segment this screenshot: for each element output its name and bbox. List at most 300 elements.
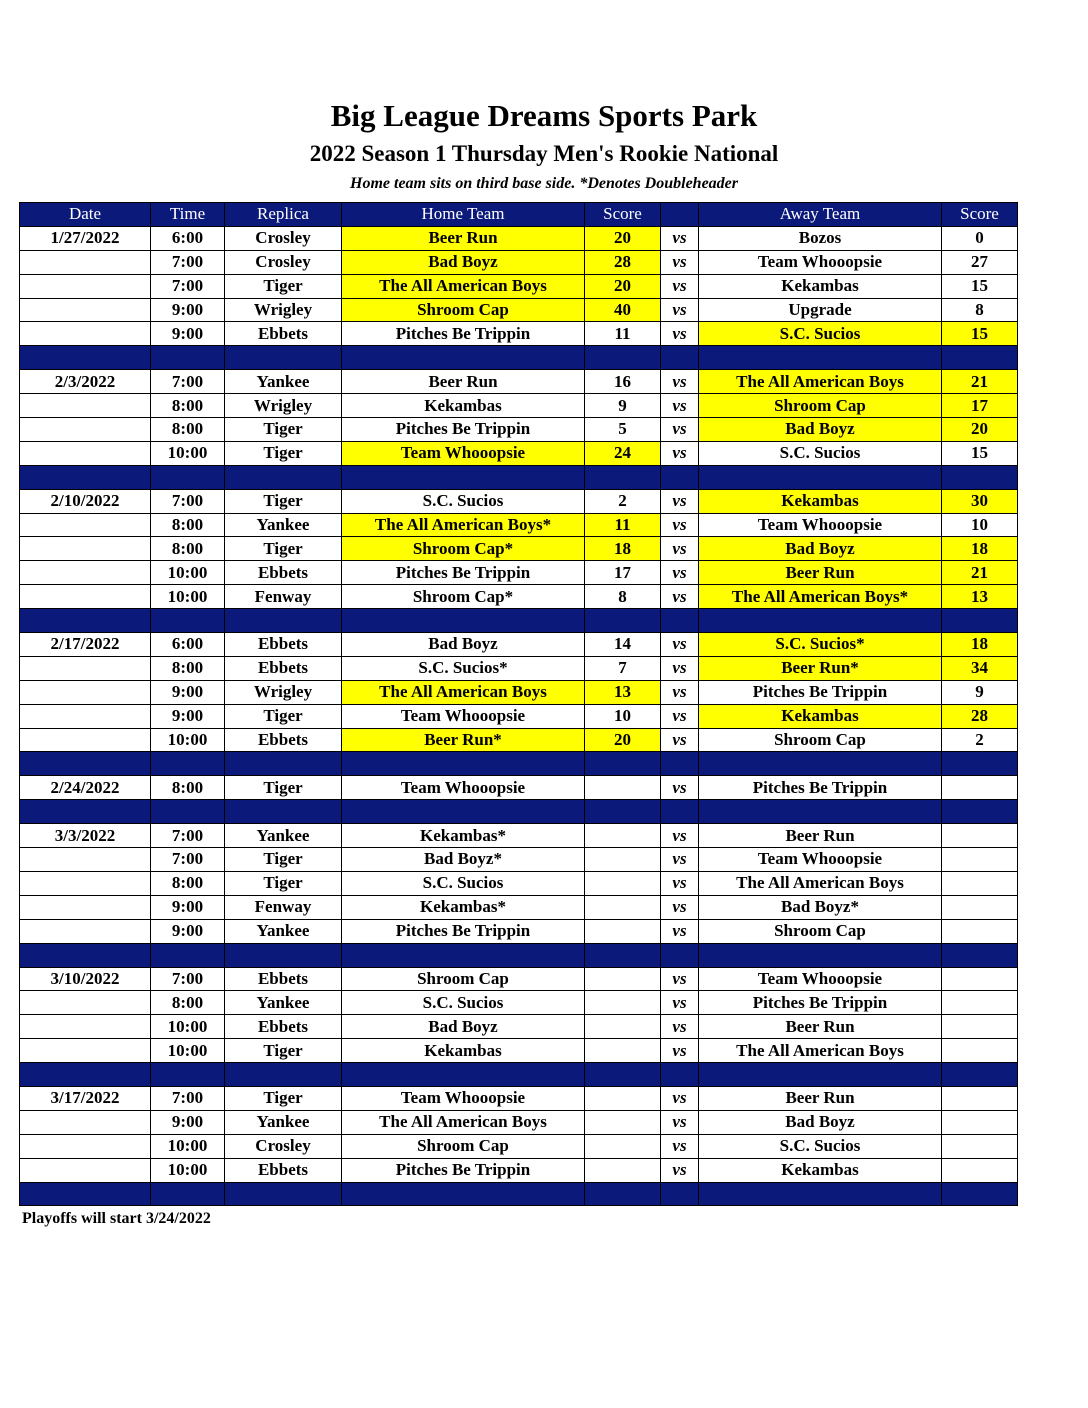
separator-cell bbox=[661, 1063, 699, 1087]
home-team: S.C. Sucios bbox=[342, 489, 585, 513]
game-row bbox=[20, 848, 1018, 872]
away-score bbox=[942, 1134, 1018, 1158]
game-row bbox=[20, 633, 1018, 657]
separator-cell bbox=[661, 943, 699, 967]
home-team: Bad Boyz bbox=[342, 250, 585, 274]
game-replica: Ebbets bbox=[225, 633, 342, 657]
game-time: 9:00 bbox=[151, 680, 225, 704]
game-time: 10:00 bbox=[151, 1039, 225, 1063]
home-score: 2 bbox=[585, 489, 661, 513]
separator-cell bbox=[699, 465, 942, 489]
home-score: 40 bbox=[585, 298, 661, 322]
game-time: 9:00 bbox=[151, 895, 225, 919]
game-time: 6:00 bbox=[151, 226, 225, 250]
separator-cell bbox=[151, 800, 225, 824]
game-row bbox=[20, 585, 1018, 609]
away-team: Beer Run bbox=[699, 1086, 942, 1110]
separator-cell bbox=[661, 465, 699, 489]
schedule-note: Home team sits on third base side. *Denotes Doubleheader bbox=[350, 175, 738, 192]
game-row bbox=[20, 656, 1018, 680]
away-score bbox=[942, 895, 1018, 919]
away-team: Beer Run bbox=[699, 1015, 942, 1039]
game-date bbox=[20, 585, 151, 609]
separator-cell bbox=[225, 1063, 342, 1087]
home-score bbox=[585, 776, 661, 800]
home-score bbox=[585, 1158, 661, 1182]
home-score: 11 bbox=[585, 513, 661, 537]
game-time: 10:00 bbox=[151, 728, 225, 752]
game-date bbox=[20, 561, 151, 585]
game-row bbox=[20, 274, 1018, 298]
home-team: Kekambas bbox=[342, 1039, 585, 1063]
game-replica: Crosley bbox=[225, 1134, 342, 1158]
away-score: 18 bbox=[942, 537, 1018, 561]
away-score: 13 bbox=[942, 585, 1018, 609]
game-time: 9:00 bbox=[151, 919, 225, 943]
separator-cell bbox=[151, 752, 225, 776]
home-team: Kekambas* bbox=[342, 824, 585, 848]
vs-label: vs bbox=[661, 1110, 699, 1134]
game-time: 10:00 bbox=[151, 441, 225, 465]
home-score: 16 bbox=[585, 370, 661, 394]
home-team: Beer Run* bbox=[342, 728, 585, 752]
vs-label: vs bbox=[661, 704, 699, 728]
game-time: 9:00 bbox=[151, 322, 225, 346]
separator-cell bbox=[225, 943, 342, 967]
home-score: 9 bbox=[585, 394, 661, 418]
game-date bbox=[20, 394, 151, 418]
separator-cell bbox=[151, 1063, 225, 1087]
game-date bbox=[20, 513, 151, 537]
separator-cell bbox=[20, 943, 151, 967]
game-time: 8:00 bbox=[151, 656, 225, 680]
separator-cell bbox=[699, 1182, 942, 1206]
header-time: Time bbox=[151, 203, 225, 227]
game-replica: Ebbets bbox=[225, 561, 342, 585]
separator-cell bbox=[942, 465, 1018, 489]
separator-cell bbox=[585, 800, 661, 824]
away-score bbox=[942, 848, 1018, 872]
game-replica: Tiger bbox=[225, 776, 342, 800]
away-score: 34 bbox=[942, 656, 1018, 680]
separator-cell bbox=[225, 346, 342, 370]
game-replica: Wrigley bbox=[225, 680, 342, 704]
week-separator bbox=[20, 943, 1018, 967]
game-row bbox=[20, 418, 1018, 442]
vs-label: vs bbox=[661, 967, 699, 991]
away-team: S.C. Sucios bbox=[699, 322, 942, 346]
game-replica: Ebbets bbox=[225, 967, 342, 991]
game-replica: Tiger bbox=[225, 871, 342, 895]
game-replica: Wrigley bbox=[225, 394, 342, 418]
away-score: 21 bbox=[942, 561, 1018, 585]
home-score: 5 bbox=[585, 418, 661, 442]
header-date: Date bbox=[20, 203, 151, 227]
home-team: The All American Boys* bbox=[342, 513, 585, 537]
separator-cell bbox=[661, 1182, 699, 1206]
week-separator bbox=[20, 1063, 1018, 1087]
separator-cell bbox=[20, 465, 151, 489]
vs-label: vs bbox=[661, 895, 699, 919]
game-row bbox=[20, 537, 1018, 561]
game-row bbox=[20, 895, 1018, 919]
vs-label: vs bbox=[661, 1039, 699, 1063]
away-team: The All American Boys bbox=[699, 1039, 942, 1063]
header-row bbox=[20, 203, 1018, 227]
game-row bbox=[20, 728, 1018, 752]
separator-cell bbox=[225, 800, 342, 824]
game-row bbox=[20, 298, 1018, 322]
separator-cell bbox=[585, 609, 661, 633]
game-replica: Wrigley bbox=[225, 298, 342, 322]
vs-label: vs bbox=[661, 1015, 699, 1039]
separator-cell bbox=[699, 943, 942, 967]
home-team: Bad Boyz bbox=[342, 1015, 585, 1039]
game-time: 10:00 bbox=[151, 561, 225, 585]
away-team: Bozos bbox=[699, 226, 942, 250]
away-score: 15 bbox=[942, 274, 1018, 298]
away-score: 17 bbox=[942, 394, 1018, 418]
away-score bbox=[942, 871, 1018, 895]
home-team: Pitches Be Trippin bbox=[342, 919, 585, 943]
game-date bbox=[20, 322, 151, 346]
vs-label: vs bbox=[661, 1134, 699, 1158]
game-replica: Tiger bbox=[225, 848, 342, 872]
game-date bbox=[20, 728, 151, 752]
away-team: Pitches Be Trippin bbox=[699, 776, 942, 800]
game-date bbox=[20, 298, 151, 322]
separator-cell bbox=[20, 1063, 151, 1087]
away-team: S.C. Sucios* bbox=[699, 633, 942, 657]
week-separator bbox=[20, 752, 1018, 776]
game-date: 3/10/2022 bbox=[20, 967, 151, 991]
game-replica: Yankee bbox=[225, 824, 342, 848]
game-time: 7:00 bbox=[151, 1086, 225, 1110]
header-replica: Replica bbox=[225, 203, 342, 227]
game-row bbox=[20, 250, 1018, 274]
separator-cell bbox=[699, 609, 942, 633]
away-team: Pitches Be Trippin bbox=[699, 991, 942, 1015]
game-time: 8:00 bbox=[151, 394, 225, 418]
away-team: Bad Boyz bbox=[699, 418, 942, 442]
game-time: 10:00 bbox=[151, 1158, 225, 1182]
game-time: 7:00 bbox=[151, 848, 225, 872]
game-date bbox=[20, 895, 151, 919]
home-score bbox=[585, 967, 661, 991]
separator-cell bbox=[151, 346, 225, 370]
separator-cell bbox=[585, 346, 661, 370]
home-score bbox=[585, 824, 661, 848]
away-score: 20 bbox=[942, 418, 1018, 442]
game-replica: Ebbets bbox=[225, 1015, 342, 1039]
game-time: 8:00 bbox=[151, 537, 225, 561]
vs-label: vs bbox=[661, 322, 699, 346]
home-score bbox=[585, 1134, 661, 1158]
separator-cell bbox=[20, 609, 151, 633]
home-team: The All American Boys bbox=[342, 680, 585, 704]
vs-label: vs bbox=[661, 418, 699, 442]
home-team: Team Whooopsie bbox=[342, 1086, 585, 1110]
away-team: The All American Boys* bbox=[699, 585, 942, 609]
vs-label: vs bbox=[661, 274, 699, 298]
home-team: Shroom Cap bbox=[342, 967, 585, 991]
game-time: 8:00 bbox=[151, 513, 225, 537]
home-team: Pitches Be Trippin bbox=[342, 418, 585, 442]
game-time: 7:00 bbox=[151, 967, 225, 991]
home-team: Kekambas bbox=[342, 394, 585, 418]
header-away-team: Away Team bbox=[699, 203, 942, 227]
home-team: The All American Boys bbox=[342, 274, 585, 298]
game-replica: Fenway bbox=[225, 895, 342, 919]
away-team: Beer Run bbox=[699, 824, 942, 848]
home-team: Beer Run bbox=[342, 226, 585, 250]
home-score bbox=[585, 919, 661, 943]
game-date: 2/10/2022 bbox=[20, 489, 151, 513]
home-score bbox=[585, 895, 661, 919]
away-team: Kekambas bbox=[699, 1158, 942, 1182]
separator-cell bbox=[699, 752, 942, 776]
game-row bbox=[20, 513, 1018, 537]
away-score bbox=[942, 1086, 1018, 1110]
away-team: Team Whooopsie bbox=[699, 513, 942, 537]
home-team: Bad Boyz bbox=[342, 633, 585, 657]
separator-cell bbox=[942, 609, 1018, 633]
separator-cell bbox=[585, 1182, 661, 1206]
home-team: Pitches Be Trippin bbox=[342, 1158, 585, 1182]
game-date bbox=[20, 848, 151, 872]
away-score bbox=[942, 776, 1018, 800]
game-replica: Ebbets bbox=[225, 322, 342, 346]
game-date: 3/3/2022 bbox=[20, 824, 151, 848]
game-date bbox=[20, 871, 151, 895]
game-date: 2/17/2022 bbox=[20, 633, 151, 657]
vs-label: vs bbox=[661, 298, 699, 322]
home-score bbox=[585, 1086, 661, 1110]
game-date: 2/3/2022 bbox=[20, 370, 151, 394]
vs-label: vs bbox=[661, 991, 699, 1015]
vs-label: vs bbox=[661, 919, 699, 943]
away-team: Team Whooopsie bbox=[699, 848, 942, 872]
home-score: 14 bbox=[585, 633, 661, 657]
game-row bbox=[20, 561, 1018, 585]
header-home-team: Home Team bbox=[342, 203, 585, 227]
game-replica: Tiger bbox=[225, 274, 342, 298]
home-team: The All American Boys bbox=[342, 1110, 585, 1134]
game-replica: Tiger bbox=[225, 537, 342, 561]
game-date bbox=[20, 704, 151, 728]
separator-cell bbox=[342, 346, 585, 370]
game-date bbox=[20, 919, 151, 943]
header-vs bbox=[661, 203, 699, 227]
away-team: Team Whooopsie bbox=[699, 250, 942, 274]
separator-cell bbox=[342, 752, 585, 776]
away-score bbox=[942, 967, 1018, 991]
game-replica: Tiger bbox=[225, 489, 342, 513]
away-score: 28 bbox=[942, 704, 1018, 728]
separator-cell bbox=[942, 1182, 1018, 1206]
separator-cell bbox=[20, 346, 151, 370]
away-team: Kekambas bbox=[699, 274, 942, 298]
game-time: 8:00 bbox=[151, 991, 225, 1015]
home-score: 20 bbox=[585, 226, 661, 250]
home-team: S.C. Sucios* bbox=[342, 656, 585, 680]
game-row bbox=[20, 967, 1018, 991]
game-date bbox=[20, 991, 151, 1015]
separator-cell bbox=[661, 800, 699, 824]
home-score bbox=[585, 871, 661, 895]
game-row bbox=[20, 919, 1018, 943]
game-time: 8:00 bbox=[151, 871, 225, 895]
separator-cell bbox=[942, 1063, 1018, 1087]
away-team: Shroom Cap bbox=[699, 728, 942, 752]
vs-label: vs bbox=[661, 561, 699, 585]
game-date: 1/27/2022 bbox=[20, 226, 151, 250]
vs-label: vs bbox=[661, 656, 699, 680]
separator-cell bbox=[151, 465, 225, 489]
game-replica: Tiger bbox=[225, 418, 342, 442]
away-score: 8 bbox=[942, 298, 1018, 322]
game-date: 3/17/2022 bbox=[20, 1086, 151, 1110]
separator-cell bbox=[342, 943, 585, 967]
separator-cell bbox=[151, 1182, 225, 1206]
page-subtitle: 2022 Season 1 Thursday Men's Rookie National bbox=[309, 141, 779, 166]
home-team: Team Whooopsie bbox=[342, 441, 585, 465]
home-team: Beer Run bbox=[342, 370, 585, 394]
game-row bbox=[20, 1015, 1018, 1039]
game-date bbox=[20, 1039, 151, 1063]
vs-label: vs bbox=[661, 1158, 699, 1182]
schedule-body bbox=[20, 226, 1018, 1206]
game-row bbox=[20, 370, 1018, 394]
game-row bbox=[20, 1039, 1018, 1063]
game-time: 10:00 bbox=[151, 1134, 225, 1158]
home-score bbox=[585, 1039, 661, 1063]
game-replica: Yankee bbox=[225, 1110, 342, 1134]
game-date bbox=[20, 1015, 151, 1039]
game-time: 8:00 bbox=[151, 776, 225, 800]
away-team: Upgrade bbox=[699, 298, 942, 322]
game-replica: Crosley bbox=[225, 226, 342, 250]
away-team: Kekambas bbox=[699, 489, 942, 513]
vs-label: vs bbox=[661, 370, 699, 394]
game-row bbox=[20, 322, 1018, 346]
away-score bbox=[942, 991, 1018, 1015]
away-team: The All American Boys bbox=[699, 871, 942, 895]
week-separator bbox=[20, 609, 1018, 633]
week-separator bbox=[20, 1182, 1018, 1206]
game-time: 7:00 bbox=[151, 824, 225, 848]
away-score: 9 bbox=[942, 680, 1018, 704]
game-time: 9:00 bbox=[151, 1110, 225, 1134]
separator-cell bbox=[699, 1063, 942, 1087]
game-row bbox=[20, 394, 1018, 418]
away-score bbox=[942, 1015, 1018, 1039]
separator-cell bbox=[20, 800, 151, 824]
game-time: 8:00 bbox=[151, 418, 225, 442]
header-home-score: Score bbox=[585, 203, 661, 227]
away-score: 15 bbox=[942, 322, 1018, 346]
game-time: 7:00 bbox=[151, 489, 225, 513]
game-date: 2/24/2022 bbox=[20, 776, 151, 800]
game-date bbox=[20, 274, 151, 298]
away-score: 18 bbox=[942, 633, 1018, 657]
away-team: Shroom Cap bbox=[699, 394, 942, 418]
game-date bbox=[20, 1134, 151, 1158]
game-time: 10:00 bbox=[151, 585, 225, 609]
away-score bbox=[942, 1158, 1018, 1182]
separator-cell bbox=[225, 752, 342, 776]
game-date bbox=[20, 441, 151, 465]
vs-label: vs bbox=[661, 394, 699, 418]
away-score: 2 bbox=[942, 728, 1018, 752]
home-team: Pitches Be Trippin bbox=[342, 322, 585, 346]
vs-label: vs bbox=[661, 441, 699, 465]
away-team: Kekambas bbox=[699, 704, 942, 728]
separator-cell bbox=[699, 800, 942, 824]
game-row bbox=[20, 991, 1018, 1015]
home-team: Shroom Cap* bbox=[342, 537, 585, 561]
vs-label: vs bbox=[661, 489, 699, 513]
game-replica: Crosley bbox=[225, 250, 342, 274]
home-team: S.C. Sucios bbox=[342, 991, 585, 1015]
away-score: 0 bbox=[942, 226, 1018, 250]
separator-cell bbox=[661, 346, 699, 370]
home-score: 8 bbox=[585, 585, 661, 609]
vs-label: vs bbox=[661, 226, 699, 250]
week-separator bbox=[20, 800, 1018, 824]
game-replica: Yankee bbox=[225, 513, 342, 537]
separator-cell bbox=[225, 1182, 342, 1206]
vs-label: vs bbox=[661, 824, 699, 848]
separator-cell bbox=[20, 1182, 151, 1206]
vs-label: vs bbox=[661, 1086, 699, 1110]
game-time: 9:00 bbox=[151, 298, 225, 322]
away-score bbox=[942, 824, 1018, 848]
game-replica: Ebbets bbox=[225, 656, 342, 680]
separator-cell bbox=[942, 752, 1018, 776]
separator-cell bbox=[585, 465, 661, 489]
vs-label: vs bbox=[661, 250, 699, 274]
game-time: 7:00 bbox=[151, 370, 225, 394]
home-team: Team Whooopsie bbox=[342, 704, 585, 728]
home-team: Shroom Cap bbox=[342, 298, 585, 322]
vs-label: vs bbox=[661, 848, 699, 872]
game-time: 6:00 bbox=[151, 633, 225, 657]
away-score: 10 bbox=[942, 513, 1018, 537]
away-team: Beer Run* bbox=[699, 656, 942, 680]
game-date bbox=[20, 1158, 151, 1182]
game-date bbox=[20, 1110, 151, 1134]
game-replica: Tiger bbox=[225, 1086, 342, 1110]
separator-cell bbox=[342, 1063, 585, 1087]
game-date bbox=[20, 250, 151, 274]
game-row bbox=[20, 824, 1018, 848]
game-time: 10:00 bbox=[151, 1015, 225, 1039]
game-row bbox=[20, 1158, 1018, 1182]
away-team: Pitches Be Trippin bbox=[699, 680, 942, 704]
home-score bbox=[585, 848, 661, 872]
game-replica: Yankee bbox=[225, 991, 342, 1015]
page-title: Big League Dreams Sports Park bbox=[330, 98, 758, 133]
game-row bbox=[20, 1134, 1018, 1158]
home-team: Shroom Cap* bbox=[342, 585, 585, 609]
home-score: 11 bbox=[585, 322, 661, 346]
separator-cell bbox=[225, 609, 342, 633]
header-away-score: Score bbox=[942, 203, 1018, 227]
separator-cell bbox=[20, 752, 151, 776]
separator-cell bbox=[942, 800, 1018, 824]
home-score: 17 bbox=[585, 561, 661, 585]
